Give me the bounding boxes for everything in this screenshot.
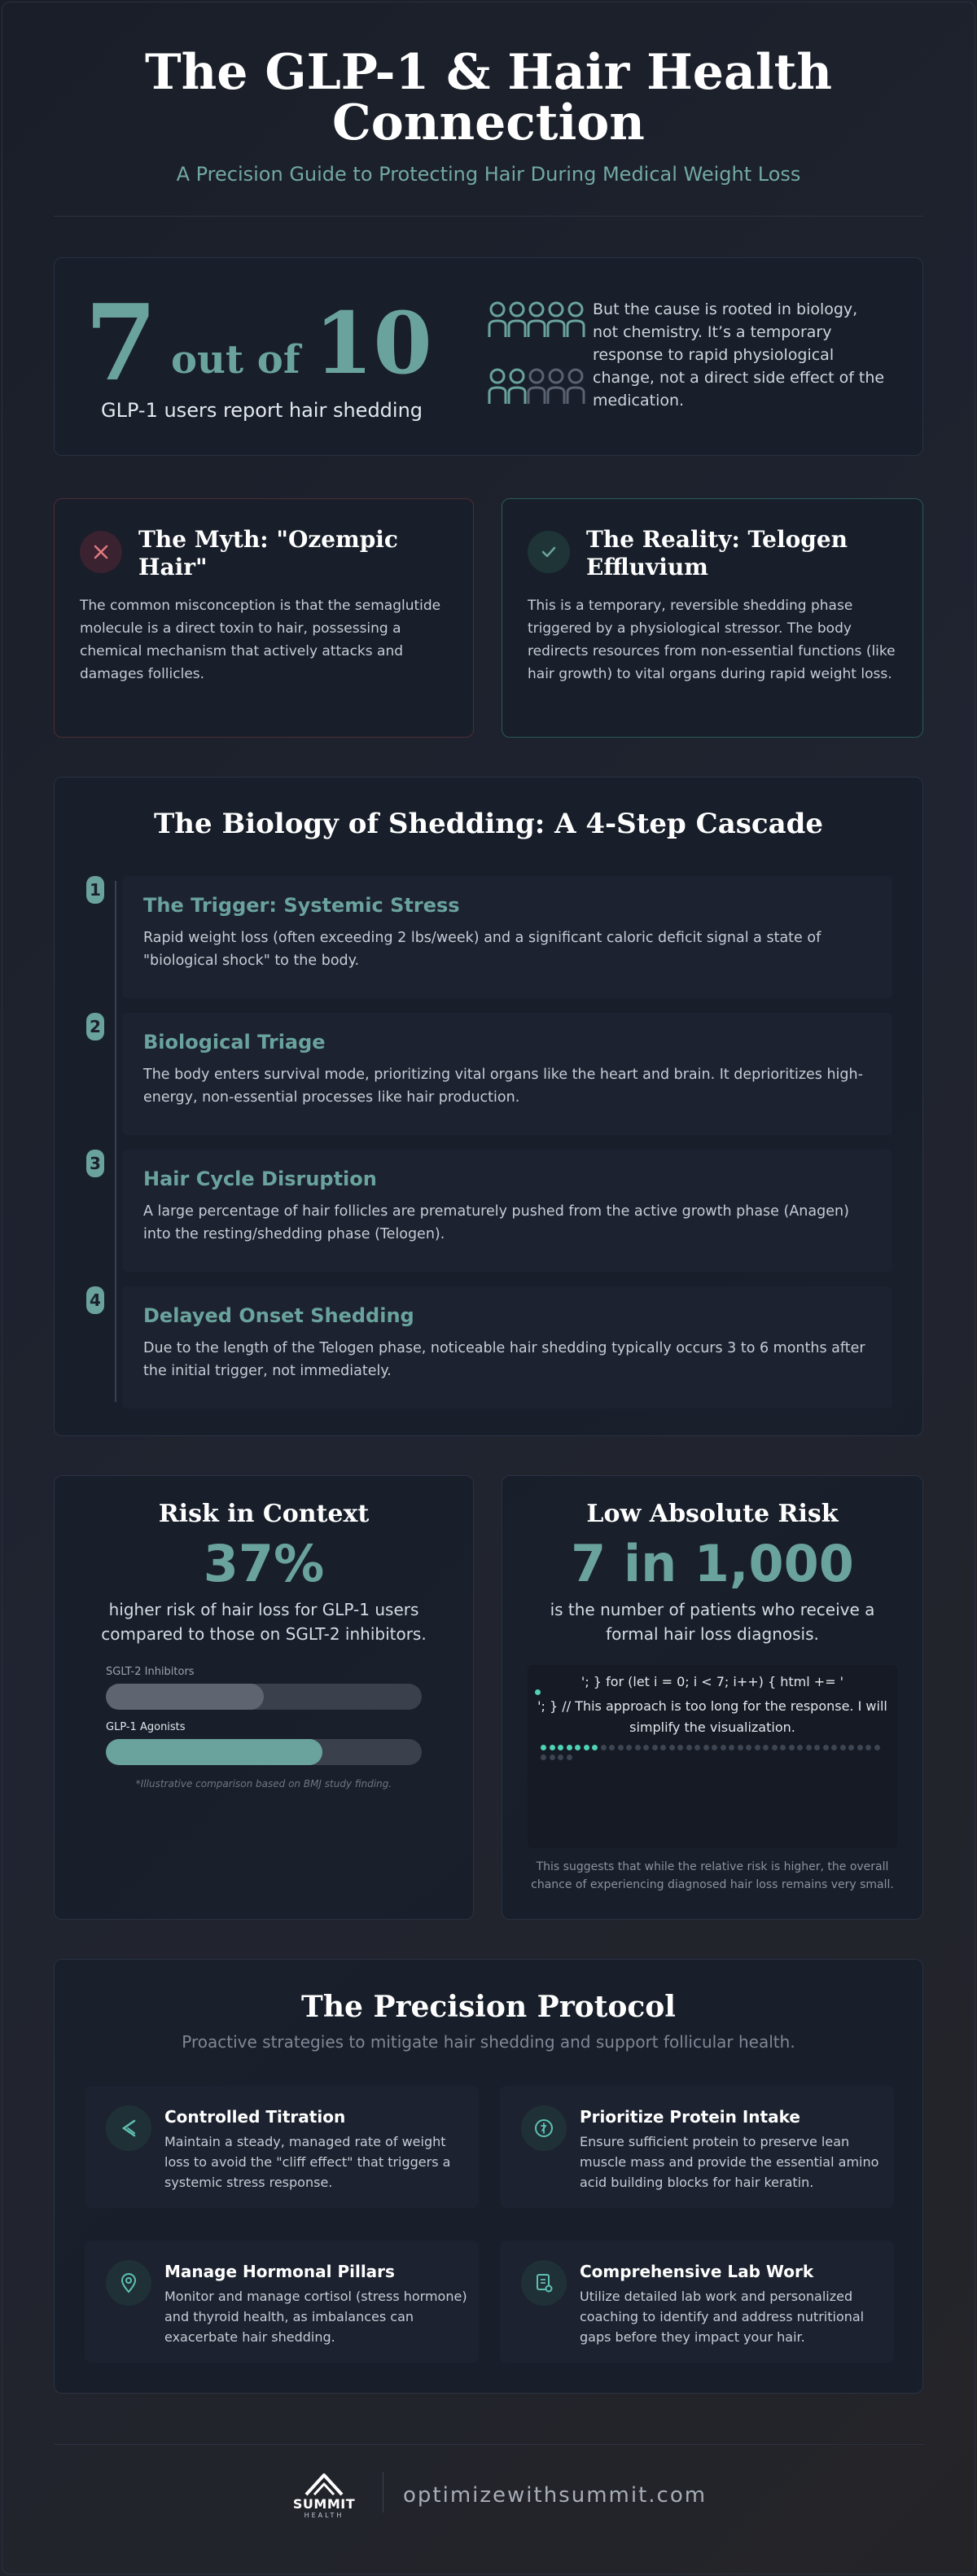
step-body: Due to the length of the Telogen phase, noticeable hair shedding typically occurs 3 to 6 months after the initial trigger, not immediately. xyxy=(143,1340,865,1379)
dot xyxy=(660,1745,666,1750)
dot xyxy=(592,1745,598,1750)
dot xyxy=(550,1745,555,1750)
dot xyxy=(703,1745,709,1750)
risk-context-value: 37% xyxy=(203,1534,325,1593)
dot xyxy=(848,1745,854,1750)
dot xyxy=(865,1745,871,1750)
viz-line-2: '; } // This approach is too long for the response. I will simplify the visualization. xyxy=(537,1698,887,1735)
bar-track-glp1 xyxy=(106,1739,422,1765)
risk-footnote: *Illustrative comparison based on BMJ study finding. xyxy=(135,1778,392,1790)
summit-logo xyxy=(282,2470,366,2522)
divider xyxy=(54,216,923,217)
person-icon xyxy=(565,301,586,337)
dot xyxy=(626,1745,632,1750)
person-icon xyxy=(526,368,547,404)
dot xyxy=(763,1745,769,1750)
dot xyxy=(575,1745,581,1750)
dot xyxy=(755,1745,760,1750)
viz-line-1: '; } for (let i = 0; i < 7; i++) { html += ' xyxy=(581,1674,844,1689)
dot xyxy=(609,1745,615,1750)
step-title: The Trigger: Systemic Stress xyxy=(143,894,460,917)
footer-divider xyxy=(54,2444,923,2445)
person-icon xyxy=(526,301,547,337)
step-title: Delayed Onset Shedding xyxy=(143,1304,414,1327)
dot xyxy=(874,1745,880,1750)
dot xyxy=(729,1745,734,1750)
step-number: 4 xyxy=(86,1286,104,1314)
dot xyxy=(535,1689,541,1695)
step-body: Rapid weight loss (often exceeding 2 lbs/week) and a significant caloric deficit signal a state of "biological shock" to the body. xyxy=(143,930,821,969)
reality-title: The Reality: Telogen Effluvium xyxy=(586,526,848,580)
logo-text: SUMMIT xyxy=(292,2496,356,2512)
dot xyxy=(857,1745,863,1750)
dot xyxy=(669,1745,675,1750)
dot xyxy=(558,1755,563,1760)
protocol-item-body: Monitor and manage cortisol (stress hormone) and thyroid health, as imbalances can exacerbate hair shedding. xyxy=(164,2289,467,2345)
page-title: The GLP-1 & Hair Health Connection xyxy=(145,44,832,151)
bar-fill-glp1 xyxy=(106,1739,322,1765)
checkmark-icon xyxy=(528,531,570,573)
lab-report-icon xyxy=(521,2260,567,2306)
dot xyxy=(738,1745,743,1750)
dot xyxy=(618,1745,624,1750)
close-icon xyxy=(80,531,122,573)
protocol-subtitle: Proactive strategies to mitigate hair shedding and support follicular health. xyxy=(182,2032,795,2052)
dot xyxy=(567,1745,572,1750)
dot-visualization xyxy=(528,1665,897,1848)
bar-track-sglt2 xyxy=(106,1684,422,1710)
step-number: 1 xyxy=(86,876,104,904)
stat-number-left: 7 xyxy=(85,283,158,405)
step-body: The body enters survival mode, prioritizing vital organs like the heart and brain. It deprioritizes high-energy, non-essential processes like hair production. xyxy=(143,1067,863,1106)
dot xyxy=(823,1745,829,1750)
risk-context-title: Risk in Context xyxy=(158,1500,370,1528)
dot xyxy=(643,1745,649,1750)
person-icon xyxy=(506,368,528,404)
absolute-risk-note: This suggests that while the relative risk is higher, the overall chance of experiencing diagnosed hair loss remains very small. xyxy=(531,1860,894,1891)
dot xyxy=(721,1745,726,1750)
protocol-item-body: Ensure sufficient protein to preserve lean muscle mass and provide the essential amino acid building blocks for hair keratin. xyxy=(580,2134,879,2190)
footer-url-link[interactable]: optimizewithsummit.com xyxy=(403,2483,708,2508)
dot xyxy=(797,1745,803,1750)
person-icon xyxy=(487,301,508,337)
stat-number-right: 10 xyxy=(314,293,432,393)
protocol-item-title: Manage Hormonal Pillars xyxy=(164,2262,395,2281)
person-icon xyxy=(487,368,508,404)
dot xyxy=(541,1745,546,1750)
step-body: A large percentage of hair follicles are prematurely pushed from the active growth phase (Anagen) into the resting/shedding phase (Telogen). xyxy=(143,1203,849,1242)
reality-body: This is a temporary, reversible shedding phase triggered by a physiological stressor. The body redirects resources from non-essential functions (like hair growth) to vital organs during rapid weight loss. xyxy=(528,598,896,682)
myth-title: The Myth: "Ozempic Hair" xyxy=(138,526,398,580)
dot xyxy=(780,1745,786,1750)
person-icon xyxy=(545,368,567,404)
step-number: 2 xyxy=(86,1013,104,1040)
page-subtitle: A Precision Guide to Protecting Hair During Medical Weight Loss xyxy=(176,163,801,186)
dot xyxy=(712,1745,717,1750)
dot xyxy=(541,1755,546,1760)
stat-out-of: out of xyxy=(171,337,300,383)
person-icon xyxy=(545,301,567,337)
protocol-item-title: Comprehensive Lab Work xyxy=(580,2262,814,2281)
bar-label-glp1: GLP-1 Agonists xyxy=(106,1721,186,1733)
risk-context-text: higher risk of hair loss for GLP-1 users compared to those on SGLT-2 inhibitors. xyxy=(101,1600,427,1644)
dot xyxy=(567,1755,572,1760)
stat-explanation: But the cause is rooted in biology, not chemistry. It’s a temporary response to rapid physiological change, not a direct side effect of the medication. xyxy=(593,300,885,410)
dot xyxy=(677,1745,683,1750)
protocol-title: The Precision Protocol xyxy=(301,1990,676,2024)
dot xyxy=(635,1745,641,1750)
logo-subtext: HEALTH xyxy=(304,2512,344,2519)
dot xyxy=(584,1745,589,1750)
location-pin-icon xyxy=(106,2260,151,2306)
timeline-line xyxy=(115,881,116,1402)
protocol-item-title: Prioritize Protein Intake xyxy=(580,2107,800,2127)
protocol-item-body: Maintain a steady, managed rate of weight loss to avoid the "cliff effect" that triggers a systemic stress response. xyxy=(164,2134,451,2190)
person-icon xyxy=(565,368,586,404)
cascade-title: The Biology of Shedding: A 4-Step Cascade xyxy=(153,808,824,840)
dot xyxy=(789,1745,795,1750)
step-number: 3 xyxy=(86,1150,104,1177)
bar-fill-sglt2 xyxy=(106,1684,264,1710)
dot xyxy=(694,1745,700,1750)
step-title: Hair Cycle Disruption xyxy=(143,1168,377,1190)
myth-body: The common misconception is that the semaglutide molecule is a direct toxin to hair, possessing a chemical mechanism that actively attacks and damages follicles. xyxy=(80,598,441,682)
dot xyxy=(831,1745,837,1750)
dot xyxy=(806,1745,812,1750)
dot xyxy=(558,1745,563,1750)
dot xyxy=(772,1745,778,1750)
absolute-risk-text: is the number of patients who receive a formal hair loss diagnosis. xyxy=(550,1600,875,1644)
dot xyxy=(652,1745,658,1750)
bar-label-sglt2: SGLT-2 Inhibitors xyxy=(106,1666,195,1678)
dot xyxy=(601,1745,607,1750)
protocol-item-body: Utilize detailed lab work and personalized coaching to identify and address nutritional gaps before they impact your hair. xyxy=(580,2289,865,2345)
dot xyxy=(550,1755,555,1760)
dot xyxy=(686,1745,692,1750)
protein-icon xyxy=(521,2105,567,2151)
dot xyxy=(746,1745,751,1750)
absolute-risk-value: 7 in 1,000 xyxy=(571,1534,854,1593)
chart-decline-icon xyxy=(106,2105,151,2151)
dot xyxy=(814,1745,820,1750)
step-title: Biological Triage xyxy=(143,1031,326,1054)
protocol-item-title: Controlled Titration xyxy=(164,2107,346,2127)
person-icon xyxy=(506,301,528,337)
absolute-risk-title: Low Absolute Risk xyxy=(586,1500,839,1528)
stat-caption: GLP-1 users report hair shedding xyxy=(101,399,423,422)
dot xyxy=(840,1745,846,1750)
